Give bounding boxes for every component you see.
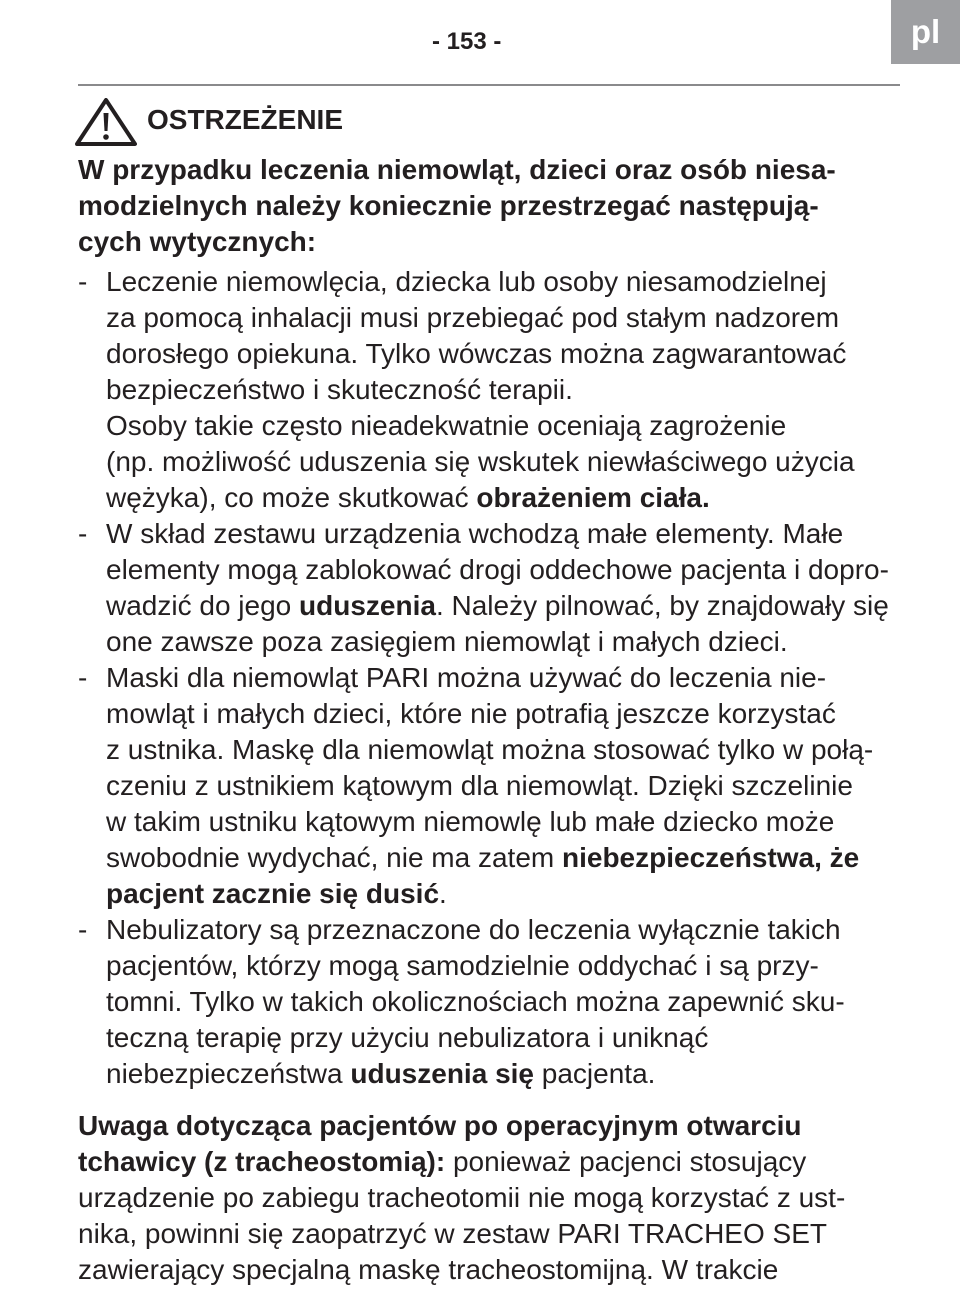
language-tab: pl — [891, 0, 960, 64]
bullet2-line: one zawsze poza zasięgiem niemowląt i małych dzieci. — [106, 626, 788, 657]
bullet1-line — [106, 480, 710, 516]
bullet1-period: . — [702, 482, 710, 513]
note-line: nika, powinni się zaopatrzyć w zestaw PARI TRACHEO SET — [78, 1218, 827, 1249]
bullet3-line: z ustnika. Maskę dla niemowląt można stosować tylko w połą- — [106, 734, 874, 765]
bullet1-line: Osoby takie często nieadekwatnie oceniają zagrożenie — [106, 410, 787, 441]
bullet4-text: niebezpieczeństwa — [106, 1058, 351, 1089]
warning-intro-line: modzielnych należy koniecznie przestrzegać następują- — [78, 190, 819, 221]
note-line: zawierający specjalną maskę tracheostomijną. W trakcie — [78, 1254, 779, 1285]
warning-heading: OSTRZEŻENIE — [147, 104, 344, 135]
bullet4-line — [106, 1056, 655, 1092]
bullet1-line: za pomocą inhalacji musi przebiegać pod stałym nadzorem — [106, 302, 840, 333]
list-dash: - — [78, 266, 88, 297]
bullet3-emphasis: niebezpieczeństwa, że — [562, 842, 860, 873]
bullet4-emphasis: uduszenia się — [350, 1058, 534, 1089]
bullet4-line: tomni. Tylko w takich okolicznościach można zapewnić sku- — [106, 986, 845, 1017]
bullet2-line: elementy mogą zablokować drogi oddechowe pacjenta i dopro- — [106, 554, 889, 585]
bullet3-line: w takim ustniku kątowym niemowlę lub małe dziecko może — [106, 806, 835, 837]
bullet4-text: pacjenta. — [534, 1058, 656, 1089]
bullet3-text: swobodnie wydychać, nie ma zatem — [106, 842, 562, 873]
list-dash: - — [78, 518, 88, 549]
bullet3-line: mowląt i małych dzieci, które nie potrafią jeszcze korzystać — [106, 698, 836, 729]
note-line — [78, 1144, 806, 1180]
bullet1-emphasis: obrażeniem ciała — [476, 482, 702, 513]
note-line: Uwaga dotycząca pacjentów po operacyjnym otwarciu — [78, 1110, 802, 1141]
bullet1-line: Leczenie niemowlęcia, dziecka lub osoby niesamodzielnej — [106, 266, 827, 297]
bullet4-line: Nebulizatory są przeznaczone do leczenia wyłącznie takich — [106, 914, 841, 945]
note-line: urządzenie po zabiegu tracheotomii nie mogą korzystać z ust- — [78, 1182, 846, 1213]
bullet1-text: wężyka), co może skutkować — [106, 482, 477, 513]
bullet2-line: W skład zestawu urządzenia wchodzą małe elementy. Małe — [106, 518, 844, 549]
bullet2-emphasis: uduszenia — [299, 590, 436, 621]
bullet3-text: . — [439, 878, 447, 909]
bullet2-text: . Należy pilnować, by znajdowały się — [435, 590, 889, 621]
bullet3-line: czeniu z ustnikiem kątowym dla niemowląt. Dzięki szczelinie — [106, 770, 853, 801]
note-emphasis: tchawicy (z tracheostomią): — [78, 1146, 446, 1177]
list-dash: - — [78, 914, 88, 945]
bullet4-line: teczną terapię przy użyciu nebulizatora i uniknąć — [106, 1022, 709, 1053]
bullet1-line: (np. możliwość uduszenia się wskutek niewłaściwego użycia — [106, 446, 855, 477]
bullet1-line: bezpieczeństwo i skuteczność terapii. — [106, 374, 573, 405]
note-text: ponieważ pacjenci stosujący — [445, 1146, 807, 1177]
bullet3-line — [106, 876, 447, 912]
bullet4-line: pacjentów, którzy mogą samodzielnie oddychać i są przy- — [106, 950, 819, 981]
warning-intro-line: W przypadku leczenia niemowląt, dzieci oraz osób niesa- — [78, 154, 836, 185]
bullet3-emphasis: pacjent zacznie się dusić — [106, 878, 440, 909]
bullet3-line: Maski dla niemowląt PARI można używać do leczenia nie- — [106, 662, 827, 693]
page-number: - 153 - — [432, 28, 502, 55]
list-dash: - — [78, 662, 88, 693]
warning-intro-line: cych wytycznych: — [78, 226, 317, 257]
bullet1-line: dorosłego opiekuna. Tylko wówczas można zagwarantować — [106, 338, 847, 369]
bullet2-text: wadzić do jego — [106, 590, 300, 621]
bullet2-line — [106, 588, 889, 624]
bullet3-line — [106, 840, 859, 876]
